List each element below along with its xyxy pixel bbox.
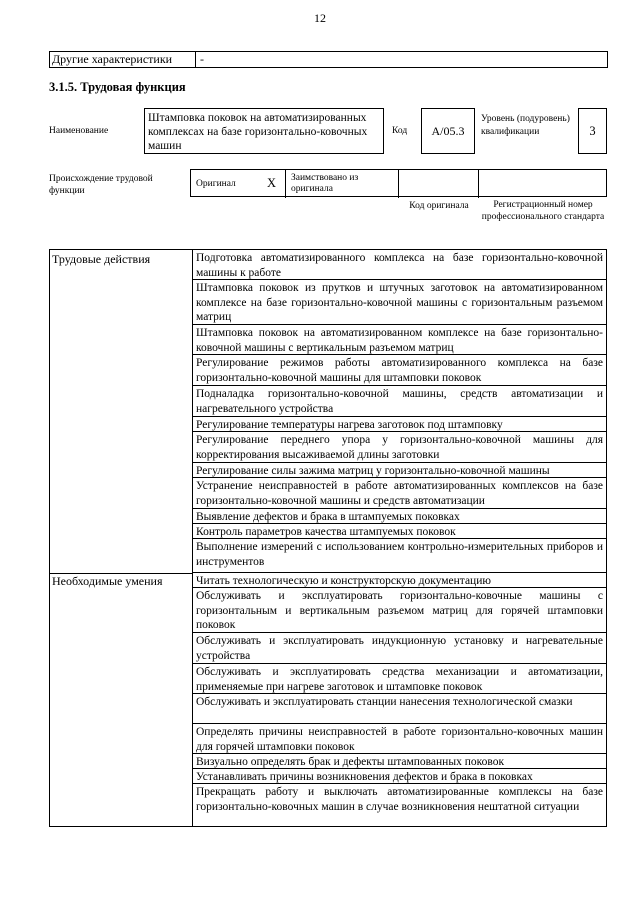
- other-characteristics-value: -: [200, 52, 204, 66]
- function-name-box: Штамповка поковок на автоматизированных комплексах на базе горизонтально-ковочных машин: [144, 108, 384, 154]
- table-row: Обслуживать и эксплуатировать индукционную установку и нагревательные устройства: [193, 633, 606, 664]
- origin-row: [190, 169, 607, 197]
- registration-number-cell: [479, 170, 608, 198]
- table-row: Регулирование режимов работы автоматизированного комплекса на базе горизонтально-ковочной машины для штамповки поковок: [193, 355, 606, 386]
- table-row: Подготовка автоматизированного комплекса на базе горизонтально-ковочной машины к работе: [193, 250, 606, 280]
- table-row: Регулирование температуры нагрева заготовок под штамповку: [193, 417, 606, 432]
- function-table: [49, 249, 607, 827]
- borrowed-label: Заимствовано из оригинала: [291, 173, 359, 194]
- table-row: Прекращать работу и выключать автоматизированные комплексы на базе горизонтально-ковочных машин в случае возникновения нештатной ситуации: [196, 786, 603, 813]
- function-code: А/05.3: [431, 123, 465, 138]
- name-label: Наименование: [49, 126, 109, 136]
- table-row: Визуально определять брак и дефекты штампованных поковок: [193, 754, 606, 769]
- other-characteristics-row: [49, 51, 608, 68]
- original-code-caption: Код оригинала: [409, 201, 469, 211]
- borrowed-cell: [286, 170, 399, 198]
- table-row: Подналадка горизонтально-ковочной машины, средств автоматизации и нагревательного устройства: [193, 386, 606, 417]
- table-row: Определять причины неисправностей в работе горизонтально-ковочных машин для горячей штамповки поковок: [193, 724, 606, 754]
- table-row: Устанавливать причины возникновения дефектов и брака в поковках: [193, 769, 606, 784]
- table-row: Обслуживать и эксплуатировать средства механизации и автоматизации, применяемые при нагреве заготовок и штамповке поковок: [193, 664, 606, 694]
- cell-divider: [195, 52, 196, 67]
- page-number: 12: [314, 11, 326, 25]
- table-row: Обслуживать и эксплуатировать станции нанесения технологической смазки: [193, 694, 606, 724]
- qualification-level-box: [578, 108, 607, 154]
- function-code-box: [421, 108, 475, 154]
- group-label-labor-actions: Трудовые действия: [52, 252, 151, 266]
- table-row: Штамповка поковок на автоматизированном комплексе на базе горизонтально-ковочной машины с вертикальным разъемом матриц: [193, 325, 606, 355]
- table-row: Обслуживать и эксплуатировать горизонтально-ковочные машины с горизонтальным и вертикальным разъемом матриц для горячей штамповки поковок: [193, 588, 606, 633]
- table-row: Читать технологическую и конструкторскую документацию: [193, 573, 606, 588]
- table-row: Выполнение измерений с использованием контрольно-измерительных приборов и инструментов: [193, 539, 606, 573]
- code-label: Код: [392, 126, 408, 136]
- table-row: Выявление дефектов и брака в штампуемых поковках: [193, 509, 606, 524]
- qualification-level: 3: [589, 123, 596, 138]
- original-code-cell: [399, 170, 479, 198]
- registration-number-caption: Регистрационный номер профессионального стандарта: [481, 200, 605, 222]
- section-title: 3.1.5. Трудовая функция: [49, 80, 186, 94]
- table-row: Регулирование переднего упора у горизонтально-ковочной машины для корректирования высаживаемой длины заготовки: [193, 432, 606, 463]
- original-cell: [191, 170, 286, 198]
- original-label: Оригинал: [196, 179, 236, 189]
- group-label-required-skills: Необходимые умения: [52, 574, 163, 588]
- origin-label: Происхождение трудовой функции: [49, 174, 153, 196]
- original-mark: Х: [267, 176, 277, 190]
- qualification-level-label: Уровень (подуровень) квалификации: [481, 114, 570, 137]
- table-row: Регулирование силы зажима матриц у горизонтально-ковочной машины: [193, 463, 606, 478]
- other-characteristics-label: Другие характеристики: [52, 52, 173, 66]
- table-row: Устранение неисправностей в работе автоматизированных комплексов на базе горизонтально-ковочной машины и средств автоматизации: [193, 478, 606, 509]
- table-row: Контроль параметров качества штампуемых поковок: [193, 524, 606, 539]
- table-row: Штамповка поковок из прутков и штучных заготовок на автоматизированном комплексе на базе горизонтально-ковочной машины с горизонтальным разъемом матриц: [193, 280, 606, 325]
